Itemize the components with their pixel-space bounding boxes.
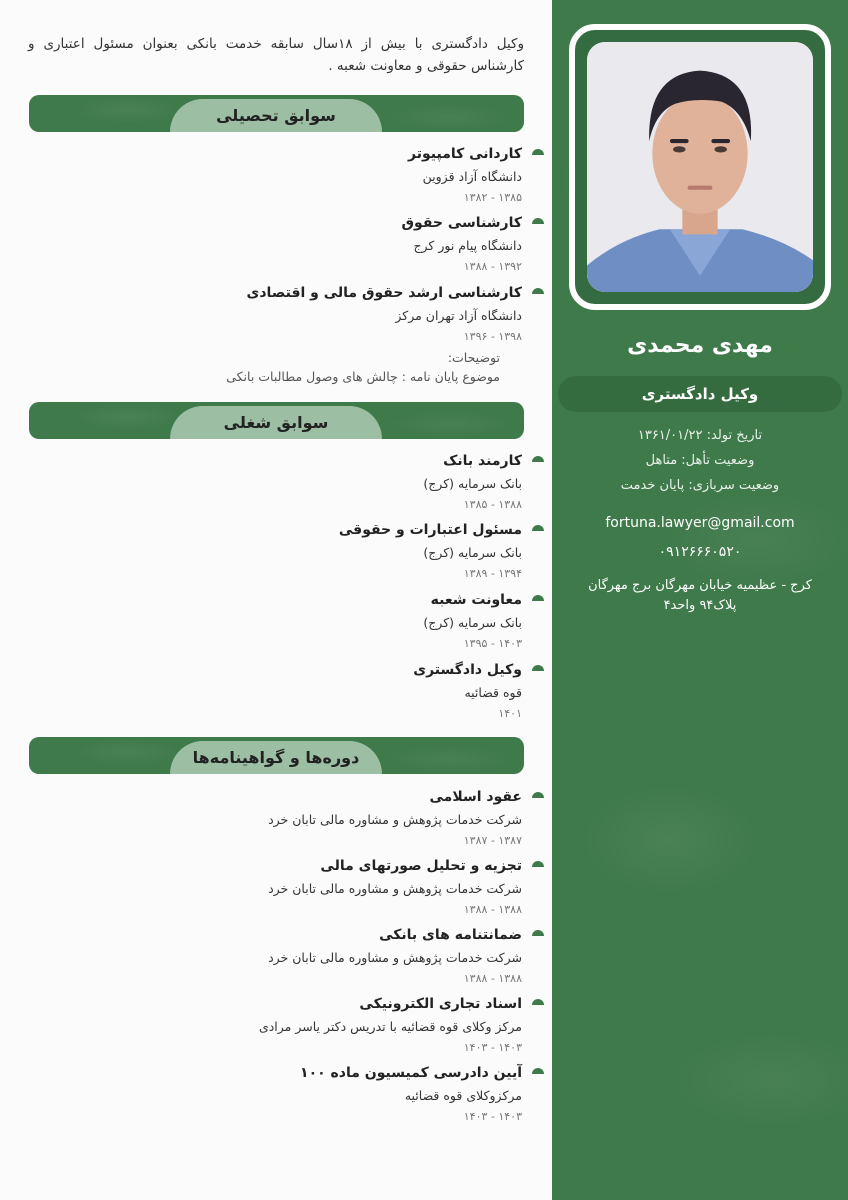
- item-date: ۱۳۸۷ - ۱۳۸۷: [463, 834, 522, 847]
- profile-name: مهدی محمدی: [627, 333, 773, 358]
- bullet-icon: [532, 149, 544, 155]
- item-org: دانشگاه آزاد تهران مرکز: [395, 308, 522, 323]
- email-link[interactable]: fortuna.lawyer@gmail.com: [605, 515, 795, 531]
- item-date: ۱۴۰۳ - ۱۴۰۳: [463, 1041, 522, 1054]
- item-org: قوه قضائیه: [464, 685, 522, 700]
- item-date: ۱۳۹۲ - ۱۳۸۸: [463, 260, 522, 273]
- education-notes-text: موضوع پایان نامه : چالش های وصول مطالبات بانکی: [226, 369, 500, 384]
- work-item: [222, 451, 522, 514]
- item-title: کارشناسی حقوق: [401, 215, 522, 231]
- address-line-2: پلاک۹۴ واحد۴: [663, 598, 737, 613]
- item-title: کارشناسی ارشد حقوق مالی و اقتصادی: [246, 285, 522, 301]
- item-date: ۱۳۸۸ - ۱۳۸۸: [463, 972, 522, 985]
- item-title: مسئول اعتبارات و حقوقی: [338, 522, 522, 538]
- bullet-icon: [532, 1068, 544, 1074]
- section-header-work: [29, 402, 524, 439]
- course-item: [222, 994, 522, 1057]
- course-item: [222, 1063, 522, 1126]
- job-title-badge: وکیل دادگستری: [558, 376, 842, 412]
- item-date: ۱۴۰۳ - ۱۳۹۵: [463, 637, 522, 650]
- item-date: ۱۳۸۵ - ۱۳۸۲: [463, 191, 522, 204]
- item-date: ۱۳۹۴ - ۱۳۸۹: [463, 567, 522, 580]
- intro-summary: وکیل دادگستری با بیش از ۱۸سال سابقه خدمت بانکی بعنوان مسئول اعتباری و کارشناس حقوقی و معاونت شعبه .: [28, 36, 525, 74]
- item-org: دانشگاه پیام نور کرج: [413, 238, 522, 253]
- course-item: [222, 856, 522, 919]
- education-item: [222, 283, 522, 346]
- item-title: تجزیه و تحلیل صورتهای مالی: [320, 858, 522, 874]
- item-title: معاونت شعبه: [430, 592, 522, 608]
- item-org: مرکزوکلای قوه قضائیه: [404, 1088, 522, 1103]
- profile-sidebar: [552, 0, 848, 1200]
- item-title: عقود اسلامی: [429, 789, 522, 805]
- item-date: ۱۳۸۸ - ۱۳۸۵: [463, 498, 522, 511]
- bullet-icon: [532, 999, 544, 1005]
- photo-frame: [569, 24, 831, 310]
- section-title: دوره‌ها و گواهینامه‌ها: [170, 741, 382, 774]
- item-org: مرکز وکلای قوه قضائیه با تدریس دکتر یاسر مرادی: [258, 1019, 522, 1034]
- work-item: [222, 520, 522, 583]
- item-title: کاردانی کامپیوتر: [408, 146, 522, 162]
- section-title: سوابق تحصیلی: [170, 99, 382, 132]
- item-title: کارمند بانک: [443, 453, 522, 469]
- item-org: بانک سرمایه (کرج): [423, 545, 522, 560]
- section-title: سوابق شغلی: [170, 406, 382, 439]
- item-title: آیین دادرسی کمیسیون ماده ۱۰۰: [300, 1065, 522, 1081]
- profile-photo: [587, 42, 813, 292]
- bullet-icon: [532, 218, 544, 224]
- item-org: شرکت خدمات پژوهش و مشاوره مالی تابان خرد: [268, 812, 522, 827]
- item-date: ۱۴۰۳ - ۱۴۰۳: [463, 1110, 522, 1123]
- education-item: [222, 144, 522, 207]
- item-title: ضمانتنامه های بانکی: [379, 927, 522, 943]
- bullet-icon: [532, 861, 544, 867]
- item-date: ۱۳۸۸ - ۱۳۸۸: [463, 903, 522, 916]
- education-notes-label: توضیحات:: [447, 350, 500, 365]
- bullet-icon: [532, 525, 544, 531]
- bullet-icon: [532, 595, 544, 601]
- address-line-1: کرج - عظیمیه خیابان مهرگان برج مهرگان: [588, 578, 812, 593]
- item-org: دانشگاه آزاد قزوین: [422, 169, 522, 184]
- item-org: بانک سرمایه (کرج): [423, 476, 522, 491]
- bullet-icon: [532, 930, 544, 936]
- military-status: وضعیت سربازی: پایان خدمت: [620, 478, 780, 493]
- section-header-education: [29, 95, 524, 132]
- item-org: شرکت خدمات پژوهش و مشاوره مالی تابان خرد: [268, 950, 522, 965]
- birth-date: تاریخ تولد: ۱۳۶۱/۰۱/۲۲: [637, 428, 763, 443]
- bullet-icon: [532, 456, 544, 462]
- course-item: [222, 925, 522, 988]
- bullet-icon: [532, 792, 544, 798]
- phone-number[interactable]: ۰۹۱۲۶۶۶۰۵۲۰: [658, 544, 742, 560]
- item-org: بانک سرمایه (کرج): [423, 615, 522, 630]
- bullet-icon: [532, 665, 544, 671]
- item-title: اسناد تجاری الکترونیکی: [359, 996, 522, 1012]
- work-item: [222, 590, 522, 653]
- course-item: [222, 787, 522, 850]
- section-header-courses: [29, 737, 524, 774]
- work-item: [222, 660, 522, 723]
- item-org: شرکت خدمات پژوهش و مشاوره مالی تابان خرد: [268, 881, 522, 896]
- bullet-icon: [532, 288, 544, 294]
- item-date: ۱۳۹۸ - ۱۳۹۶: [463, 330, 522, 343]
- item-title: وکیل دادگستری: [413, 662, 522, 678]
- item-date: ۱۴۰۱: [498, 707, 522, 720]
- education-item: [222, 213, 522, 276]
- marital-status: وضعیت تأهل: متاهل: [645, 453, 755, 468]
